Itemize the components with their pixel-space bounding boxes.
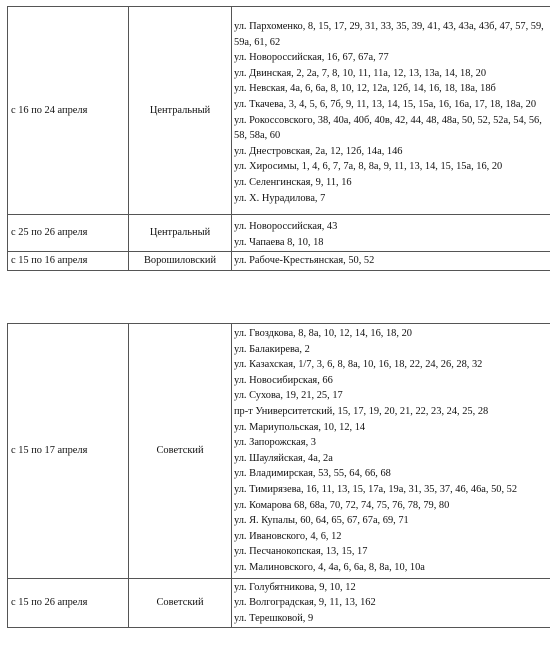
street-line: ул. Пархоменко, 8, 15, 17, 29, 31, 33, 35, 39, 41, 43, 43а, 43б, 47, 57, 59, 59а, 61, 62	[234, 21, 544, 48]
street-line: ул. Селенгинская, 9, 11, 16	[234, 176, 352, 188]
street-line: ул. Рокоссовского, 38, 40а, 40б, 40в, 42, 44, 48, 48а, 50, 52, 52а, 54, 56, 58, 58а, 60	[234, 114, 542, 142]
street-line: ул. Запорожская, 3	[234, 437, 316, 449]
street-line: ул. Терешковой, 9	[234, 612, 314, 624]
street-line: ул. Рабоче-Крестьянская, 50, 52	[234, 255, 375, 267]
street-line: ул. Двинская, 2, 2а, 7, 8, 10, 11, 11а, 12, 13, 13а, 14, 18, 20	[234, 67, 487, 79]
date-cell: с 16 по 24 апреля	[8, 7, 129, 215]
street-line: ул. Тимирязева, 16, 11, 13, 15, 17а, 19а, 31, 35, 37, 46, 46а, 50, 52	[234, 483, 518, 495]
street-line: ул. Днестровская, 2а, 12, 12б, 14а, 146	[234, 145, 403, 157]
street-line: ул. Казахская, 1/7, 3, 6, 8, 8а, 10, 16, 18, 22, 24, 26, 28, 32	[234, 359, 483, 371]
street-line: ул. Шауляйская, 4а, 2а	[234, 452, 333, 464]
street-line: ул. Балакирева, 2	[234, 343, 310, 355]
street-line: ул. Х. Нурадилова, 7	[234, 192, 326, 204]
street-line: ул. Владимирская, 53, 55, 64, 66, 68	[234, 468, 391, 480]
date-cell: с 15 по 17 апреля	[8, 324, 129, 579]
street-line: ул. Новосибирская, 66	[234, 374, 333, 386]
streets-cell	[232, 324, 550, 579]
street-line: ул. Невская, 4а, 6, 6а, 8, 10, 12, 12а, 12б, 14, 16, 18, 18а, 18б	[234, 83, 496, 95]
schedule-table-2	[7, 323, 550, 628]
table-row	[8, 7, 550, 215]
district-cell: Советский	[129, 578, 232, 628]
street-line: ул. Песчанокопская, 13, 15, 17	[234, 546, 368, 558]
street-line: ул. Новороссийская, 16, 67, 67а, 77	[234, 52, 389, 64]
streets-cell	[232, 252, 550, 271]
street-line: ул. Волгоградская, 9, 11, 13, 162	[234, 597, 376, 609]
street-line: ул. Хиросимы, 1, 4, 6, 7, 7а, 8, 8а, 9, 11, 13, 14, 15, 15а, 16, 20	[234, 161, 503, 173]
street-line: ул. Голубятникова, 9, 10, 12	[234, 581, 356, 593]
district-cell: Центральный	[129, 215, 232, 252]
streets-cell	[232, 215, 550, 252]
district-cell: Советский	[129, 324, 232, 579]
street-line: ул. Мариупольская, 10, 12, 14	[234, 421, 366, 433]
date-cell: с 15 по 26 апреля	[8, 578, 129, 628]
streets-cell	[232, 7, 550, 215]
street-line: ул. Новороссийская, 43	[234, 221, 338, 233]
street-line: ул. Ивановского, 4, 6, 12	[234, 530, 342, 542]
street-line: ул. Ткачева, 3, 4, 5, 6, 7б, 9, 11, 13, 14, 15, 15а, 16, 16а, 17, 18, 18а, 20	[234, 98, 537, 110]
street-line: ул. Малиновского, 4, 4а, 6, 6а, 8, 8а, 10, 10а	[234, 561, 425, 573]
date-cell: с 15 по 16 апреля	[8, 252, 129, 271]
date-cell: с 25 по 26 апреля	[8, 215, 129, 252]
street-line: пр-т Университетский, 15, 17, 19, 20, 21, 22, 23, 24, 25, 28	[234, 405, 489, 417]
district-cell: Центральный	[129, 7, 232, 215]
streets-cell	[232, 578, 550, 628]
street-line: ул. Сухова, 19, 21, 25, 17	[234, 390, 343, 402]
table-row	[8, 578, 550, 628]
street-line: ул. Гвоздкова, 8, 8а, 10, 12, 14, 16, 18, 20	[234, 328, 412, 339]
street-line: ул. Комарова 68, 68а, 70, 72, 74, 75, 76, 78, 79, 80	[234, 499, 450, 511]
street-line: ул. Чапаева 8, 10, 18	[234, 236, 324, 248]
district-cell: Ворошиловский	[129, 252, 232, 271]
street-line: ул. Я. Купалы, 60, 64, 65, 67, 67а, 69, 71	[234, 515, 409, 527]
table-row	[8, 324, 550, 579]
table-row	[8, 252, 550, 271]
table-row	[8, 215, 550, 252]
schedule-table-1	[7, 6, 550, 271]
